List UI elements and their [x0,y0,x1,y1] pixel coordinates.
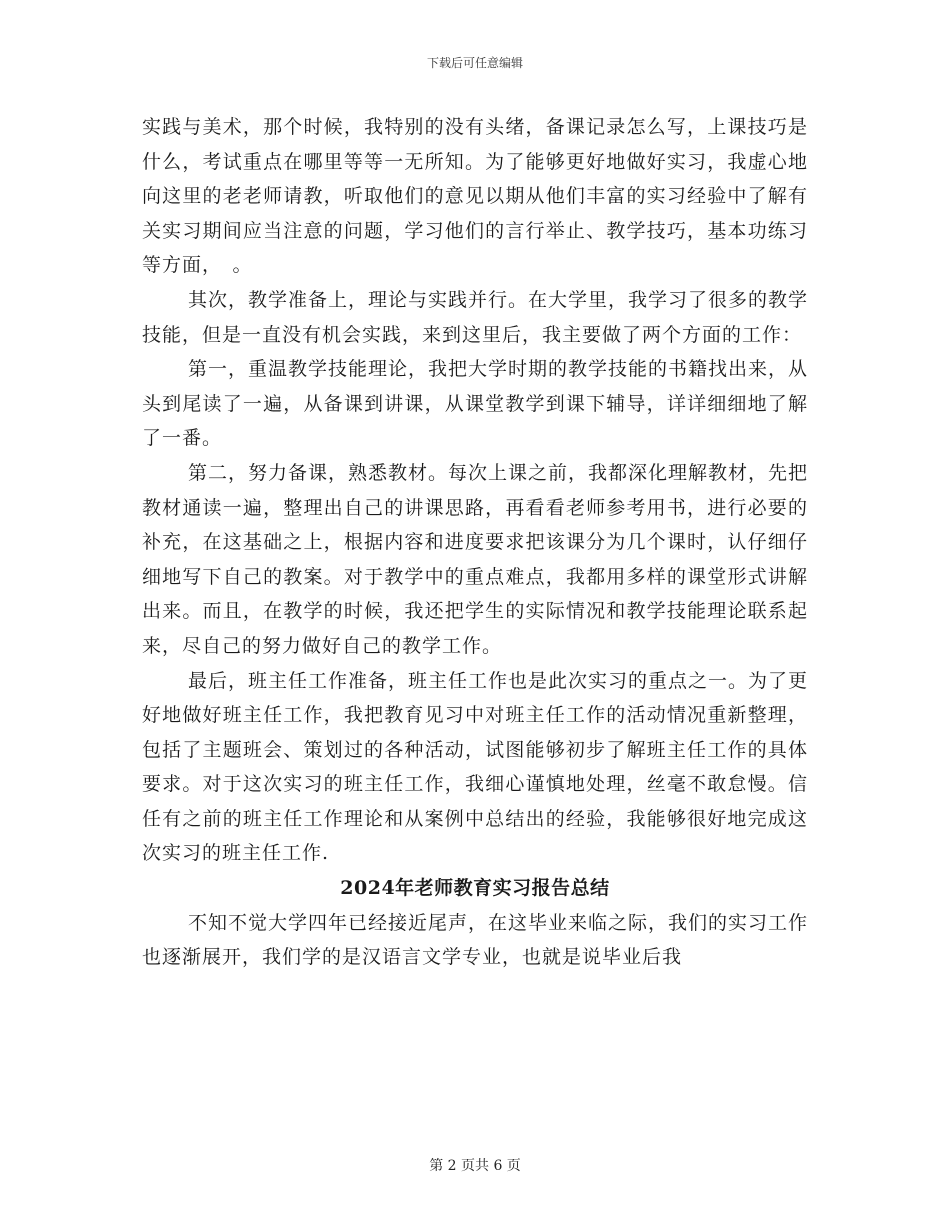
page-footer: 第 2 页共 6 页 [429,1158,521,1174]
document-body [142,110,808,975]
section-title: 2024年老师教育实习报告总结 [340,877,610,900]
body-paragraph-continuation: 实践与美术，那个时候，我特别的没有头绪，备课记录怎么写，上课技巧是什么，考试重点在哪里等等一无所知。为了能够更好地做好实习，我虚心地向这里的老老师请教，听取他们的意见以期从他们丰富的实习经验中了解有关实习期间应当注意的问题，学习他们的言行举止、教学技巧，基本功练习等方面， 。 [142,116,808,277]
body-paragraph-finally: 最后，班主任工作准备，班主任工作也是此次实习的重点之一。为了更好地做好班主任工作，我把教育见习中对班主任工作的活动情况重新整理，包括了主题班会、策划过的各种活动，试图能够初步了解班主任工作的具体要求。对于这次实习的班主任工作，我细心谨慎地处理，丝毫不敢怠慢。信任有之前的班主任工作理论和从案例中总结出的经验，我能够很好地完成这次实习的班主任工作. [142,669,809,865]
body-paragraph-second-point: 第二，努力备课，熟悉教材。每次上课之前，我都深化理解教材，先把教材通读一遍，整理出自己的讲课思路，再看看老师参考用书，进行必要的补充，在这基础之上，根据内容和进度要求把该课分为几个课时，认仔细仔细地写下自己的教案。对于教学中的重点难点，我都用多样的课堂形式讲解出来。而且，在教学的时候，我还把学生的实际情况和教学技能理论联系起来，尽自己的努力做好自己的教学工作。 [142,461,809,657]
body-paragraph-first-point: 第一，重温教学技能理论，我把大学时期的教学技能的书籍找出来，从头到尾读了一遍，从备课到讲课，从课堂教学到课下辅导，详详细细地了解了一番。 [142,358,809,450]
page-header: 下载后可任意编辑 [426,56,523,70]
body-paragraph-new-section: 不知不觉大学四年已经接近尾声，在这毕业来临之际，我们的实习工作也逐渐展开，我们学的是汉语言文学专业，也就是说毕业后我 [142,911,809,969]
body-paragraph-second: 其次，教学准备上，理论与实践并行。在大学里，我学习了很多的教学技能，但是一直没有机会实践，来到这里后，我主要做了两个方面的工作： [142,288,809,346]
